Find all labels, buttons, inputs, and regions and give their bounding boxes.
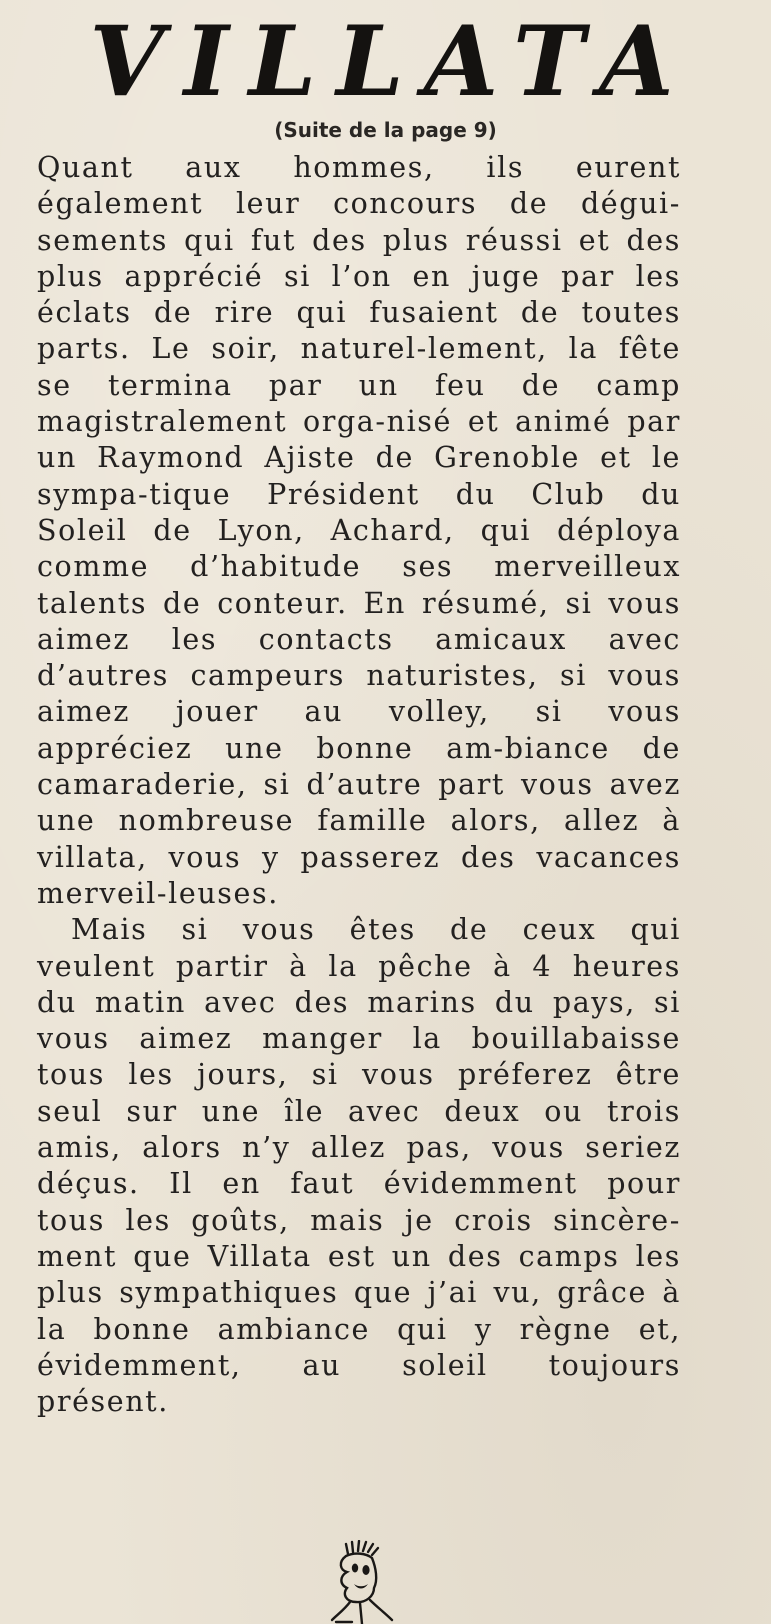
paragraph-2: Mais si vous êtes de ceux qui veulent partir à la pêche à 4 heures du matin avec des marins du pays, si vous aimez manger la bouillabaisse tous les jours, si vous préferez être seul sur une île avec deux ou trois amis, alors n’y allez pas, vous seriez déçus. Il en faut évidemment pour tous les goûts, mais je crois sincère-ment que Villata est un des camps les plus sympathiques que j’ai vu, grâce à la bonne ambiance qui y règne et, évidemment, au soleil toujours présent. [37, 913, 681, 1419]
paragraph-1: Quant aux hommes, ils eurent également leur concours de dégui-sements qui fut des plus réussi et des plus apprécié si l’on en juge par les éclats de rire qui fusaient de toutes parts. Le soir, naturel-lement, la fête se termina par un feu de camp magistralement orga-nisé et animé par un Raymond Ajiste de Grenoble et le sympa-tique Président du Club du Soleil de Lyon, Achard, qui déploya comme d’habitude ses merveilleux talents de conteur. En résumé, si vous aimez les contacts amicaux avec d’autres campeurs naturistes, si vous aimez jouer au volley, si vous appréciez une bonne am-biance de camaraderie, si d’autre part vous avez une nombreuse famille alors, allez à villata, vous y passerez des vacances merveil-leuses. [37, 151, 681, 910]
mascot-icon [330, 1540, 400, 1624]
continuation-note: (Suite de la page 9) [274, 118, 497, 142]
article-body [37, 150, 681, 1420]
article-title: VILLATA [89, 5, 694, 118]
